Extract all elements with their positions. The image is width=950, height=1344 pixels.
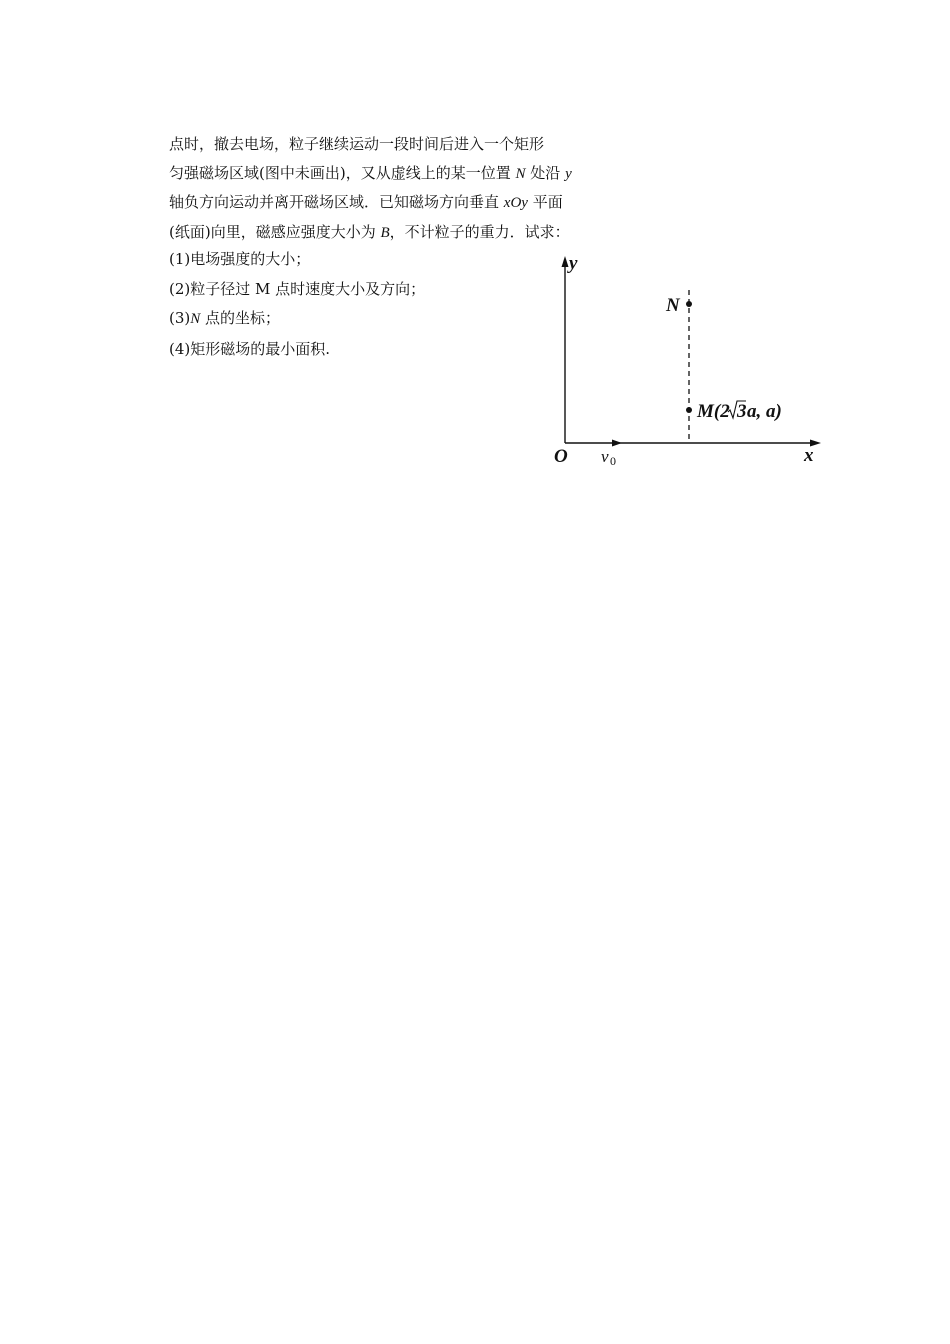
x-axis-label: x [804,445,814,466]
text-fragment: 处沿 [530,163,561,182]
question-4: (4)矩形磁场的最小面积. [169,339,331,358]
velocity-label: v [601,447,609,466]
text-fragment: 匀强磁场区域(图中未画出)，又从虚线上的某一位置 [169,163,511,182]
paragraph-line-1: 点时，撤去电场，粒子继续运动一段时间后进入一个矩形 [169,135,545,153]
n-label: N [666,295,680,316]
question-1: (1)电场强度的大小； [169,250,311,268]
velocity-arrow [612,440,622,447]
paragraph-line-2 [169,159,619,189]
text-fragment: 点的坐标； [205,309,281,327]
question-2: (2)粒子径过 M 点时速度大小及方向； [169,279,426,298]
text-fragment: 轴负方向运动并离开磁场区域．已知磁场方向垂直 [169,193,500,211]
point-m [686,407,692,413]
y-axis-arrow [562,256,569,267]
m-label [696,401,782,422]
var-N: N [190,311,201,327]
m-label-end: a, a) [747,401,782,422]
velocity-subscript: 0 [610,454,616,468]
question-list [169,245,425,364]
text-fragment: ，不计粒子的重力．试求： [389,222,570,241]
var-B: B [380,224,390,241]
var-N: N [515,165,526,182]
paragraph-line-4 [169,218,619,248]
origin-label: O [554,446,568,467]
text-fragment: 平面 [532,193,563,211]
question-3 [169,304,425,335]
problem-paragraph [169,130,619,247]
text-fragment: (纸面)向里，磁感应强度大小为 [169,222,376,241]
y-axis-label: y [569,253,578,274]
m-label-start: M(2 [697,401,730,422]
paragraph-line-3 [169,188,619,218]
coordinate-figure [540,250,830,475]
var-xOy: xOy [503,195,528,211]
m-label-sqrt: 3 [737,401,747,422]
text-fragment: (3) [169,309,191,327]
point-n [686,301,692,307]
var-y: y [565,165,572,182]
